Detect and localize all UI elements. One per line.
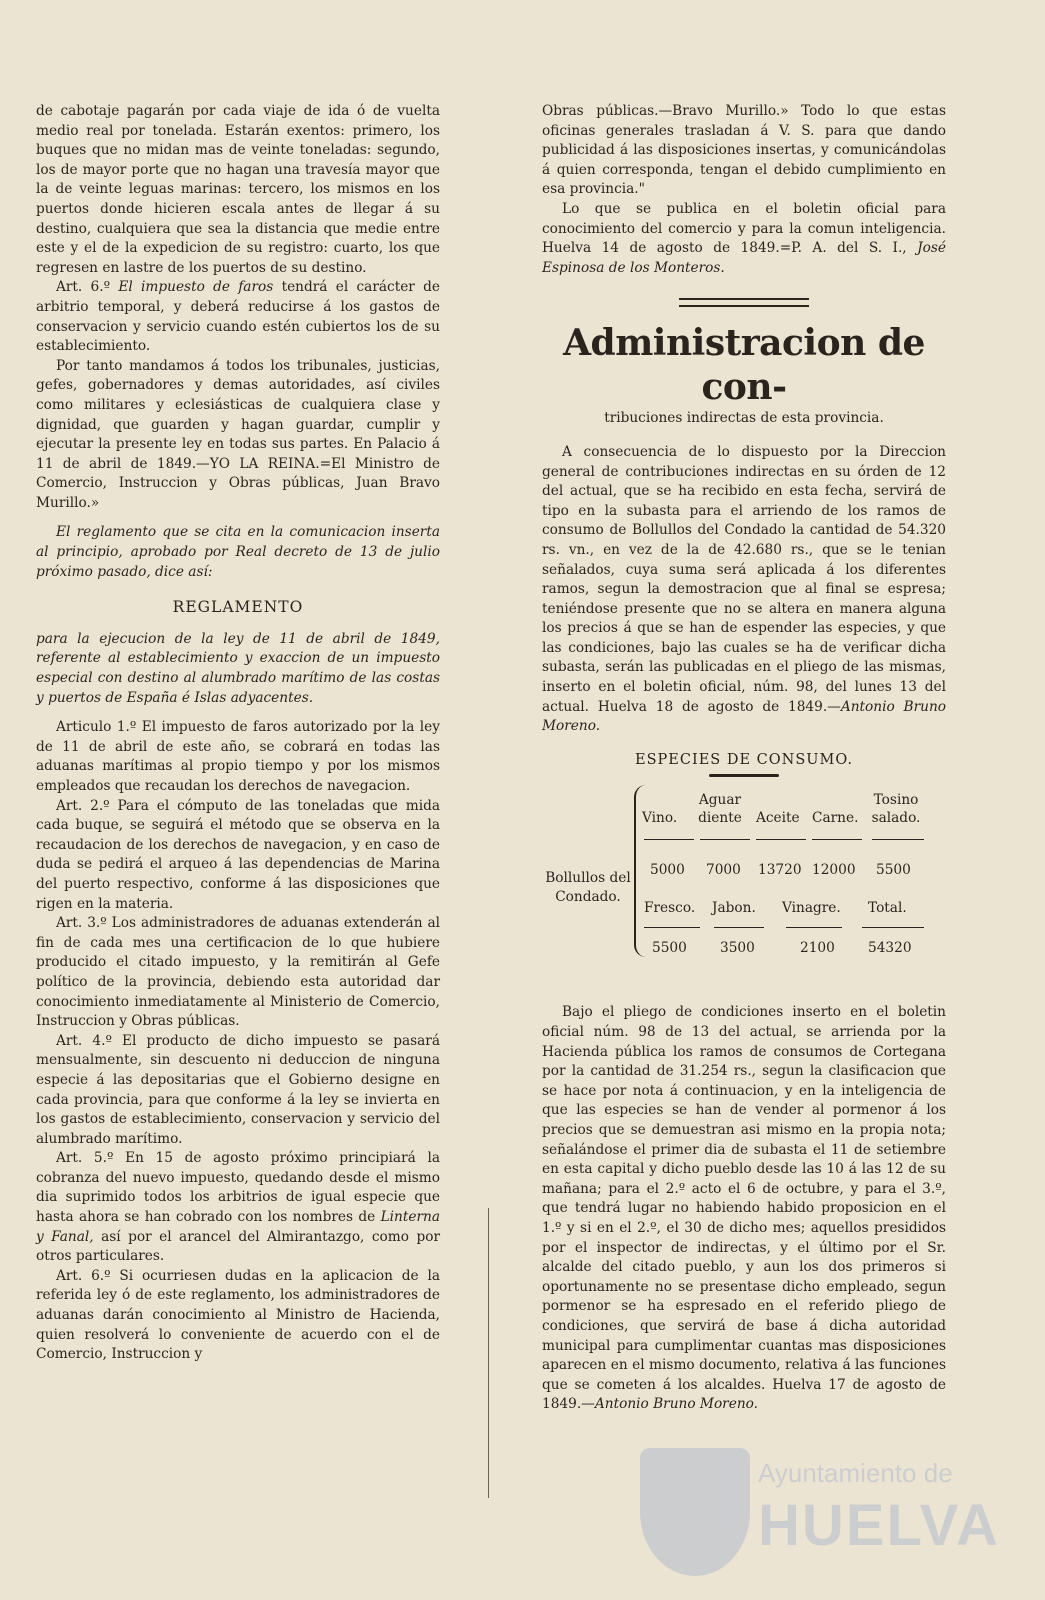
section-subtitle: tribuciones indirectas de esta provincia. bbox=[604, 410, 884, 427]
article-2: Art. 2.º Para el cómputo de las toneladas que mida cada buque, se seguirá el método que se observa en la recaudacion de los derechos de navegacion, y en caso de duda se pedirá el arqueo á las dependencias de Marina del puerto respectivo, conforme á las disposiciones que rigen en la materia. bbox=[36, 797, 440, 912]
signature: Antonio Bruno Moreno. bbox=[542, 698, 946, 735]
table-header: Fresco. bbox=[644, 900, 696, 917]
section-title: Administracion de con- bbox=[563, 322, 925, 409]
table-header: Vino. bbox=[642, 810, 678, 827]
watermark-line1: Ayuntamiento de bbox=[758, 1458, 953, 1488]
paragraph-boletin-oficial bbox=[542, 200, 946, 278]
article-5 bbox=[36, 1149, 440, 1267]
table-header: Aceite bbox=[756, 810, 800, 827]
article-4: Art. 4.º El producto de dicho impuesto se pasará mensualmente, sin descuento ni deduccion de ninguna especie á las depositarias que el Gobierno designe en cada provincia, para que conforme á la ley se invierta en los gastos de establecimiento, conservacion y servicio del alumbrado marítimo. bbox=[36, 1032, 440, 1147]
table-header: Tosino salado. bbox=[871, 792, 921, 827]
table-header: Aguar diente bbox=[698, 792, 742, 827]
reglamento-heading: REGLAMENTO bbox=[172, 598, 304, 617]
article-6-reglamento: Art. 6.º Si ocurriesen dudas en la aplicacion de la referida ley ó de este reglamento, los administradores de aduanas darán conocimiento al Ministro de Hacienda, quien resolverá lo conveniente de acuerdo con el de Comercio, Instruccion y bbox=[36, 1267, 440, 1363]
table-header: Carne. bbox=[812, 810, 859, 827]
consumption-table bbox=[542, 783, 946, 963]
table-value: 7000 bbox=[706, 862, 741, 879]
watermark-line2: HUELVA bbox=[758, 1493, 1000, 1558]
section-divider bbox=[679, 298, 809, 307]
table-rule bbox=[756, 839, 806, 841]
article-6-faros bbox=[36, 278, 440, 356]
paragraph-reglamento-intro: El reglamento que se cita en la comunicacion inserta al principio, aprobado por Real decreto de 13 de julio próximo pasado, dice así: bbox=[36, 524, 440, 580]
table-rule bbox=[812, 839, 862, 841]
table-rule bbox=[862, 927, 924, 929]
table-rule bbox=[786, 927, 842, 929]
table-value: 12000 bbox=[812, 862, 856, 879]
article-label: Art. 6.º bbox=[56, 279, 111, 296]
column-rule bbox=[488, 1208, 489, 1498]
table-header: Vinagre. bbox=[782, 900, 841, 917]
paragraph-obras-publicas: Obras públicas.—Bravo Murillo.» Todo lo que estas oficinas generales trasladan á V. S. para que dando publicidad á las disposiciones insertas, y comunicándolas á quien corresponda, tengan el debido cumplimiento en esa provincia." bbox=[542, 103, 946, 198]
table-rule bbox=[644, 839, 694, 841]
paragraph-bollullos bbox=[542, 443, 946, 737]
article-5-text: Art. 5.º En 15 de agosto próximo principiará la cobranza del nuevo impuesto, quedando desde el mismo dia suprimido todos los arbitrios de igual especie que hasta ahora se han cobrado con los nombres de bbox=[36, 1150, 440, 1226]
table-value: 3500 bbox=[720, 940, 755, 957]
article-5-text-end: así por el arancel del Almirantazgo, como por otros particulares. bbox=[36, 1228, 440, 1265]
table-rule bbox=[714, 927, 764, 929]
table-header: Total. bbox=[868, 900, 907, 917]
table-value: 5500 bbox=[876, 862, 911, 879]
paragraph-por-tanto: Por tanto mandamos á todos los tribunales, justicias, gefes, gobernadores y demas autoridades, así civiles como militares y eclesiásticas de cualquiera clase y dignidad, que guarden y hagan guardar, cumplir y ejecutar la presente ley en todas sus partes. En Palacio á 11 de abril de 1849.—YO LA REINA.=El Ministro de Comercio, Instruccion y Obras públicas, Juan Bravo Murillo.» bbox=[36, 357, 440, 511]
paragraph-text: Lo que se publica en el boletin oficial para conocimiento del comercio y para la comun inteligencia. Huelva 14 de agosto de 1849.=P. A. del S. I., bbox=[542, 200, 946, 257]
left-column bbox=[36, 102, 440, 1365]
table-value: 54320 bbox=[868, 940, 912, 957]
table-rule bbox=[872, 839, 924, 841]
table-value: 5000 bbox=[650, 862, 685, 879]
watermark-logo bbox=[640, 1448, 1000, 1578]
table-title: ESPECIES DE CONSUMO. bbox=[635, 751, 853, 768]
table-rule bbox=[644, 927, 700, 929]
table-value: 2100 bbox=[800, 940, 835, 957]
table-header: Jabon. bbox=[712, 900, 756, 917]
table-value: 5500 bbox=[652, 940, 687, 957]
coat-of-arms-icon bbox=[640, 1448, 750, 1576]
article-text: tendrá el carácter de arbitrio temporal, y deberá reducirse á los gastos de conservacion y servicio cuando estén cubiertos los de su establecimiento. bbox=[36, 279, 440, 355]
table-place: Bollullos del Condado. bbox=[545, 870, 631, 906]
table-rule bbox=[700, 839, 750, 841]
paragraph-text: A consecuencia de lo dispuesto por la Direccion general de contribuciones indirectas en su órden de 12 del actual, que se ha recibido en esta fecha, servirá de tipo en la subasta para el arriendo de los ramos de consumo de Bollullos del Condado la cantidad de 54.320 rs. vn., en vez de la de 42.680 rs., que se le tenian señalados, cuya suma será aplicada á los diferentes ramos, segun la demostracion que al final se espresa; teniéndose presente que no se altera en manera alguna los precios á que se han de espender las especies, y que las condiciones, bajo las cuales se ha de verificar dicha subasta, serán las publicadas en el pliego de las mismas, inserto en el boletin oficial, núm. 98, del lunes 13 del actual. Huelva 18 de agosto de 1849.— bbox=[542, 443, 946, 715]
paragraph-text: Bajo el pliego de condiciones inserto en el boletin oficial núm. 98 de 13 del actual, se arrienda por la Hacienda pública los ramos de consumos de Cortegana por la cantidad de 31.254 rs., segun la clasificacion que se hace por nota á continuacion, y en la inteligencia de que las especies se han de vender al pormenor á los precios que se demuestran asi mismo en la propia nota; señalándose el primer dia de subasta el 11 de setiembre en esta capital y dicho pueblo desde las 10 á las 12 de su mañana; para el 2.º acto el 6 de octubre, y para el 3.º, que tendrá lugar no habiendo habido proposicion en el 1.º y si en el 2.º, el 30 de dicho mes; aquellos presididos por el inspector de indirectas, y el último por el Sr. alcalde del citado pueblo, y aun los dos primeros si oportunamente no se presentase dicho empleado, segun pormenor se ha espresado en el referido pliego de condiciones, que servirá de base á dicha autoridad municipal para cumplimentar cuantas mas disposiciones aparecen en el mismo documento, relativa á las funciones que se cometen á los alcaldes. Huelva 17 de agosto de 1849.— bbox=[542, 1004, 946, 1413]
paragraph-cortegana bbox=[542, 1003, 946, 1414]
table-ornament bbox=[709, 774, 779, 777]
signature: José Espinosa de los Monteros. bbox=[542, 240, 946, 276]
table-value: 13720 bbox=[758, 862, 802, 879]
signature: Antonio Bruno Moreno. bbox=[594, 1396, 758, 1413]
reglamento-subtitle: para la ejecucion de la ley de 11 de abril de 1849, referente al establecimiento y exaccion de un impuesto especial con destino al alumbrado marítimo de las costas y puertos de España é Islas adyacentes. bbox=[36, 630, 440, 706]
paragraph-cabotaje: de cabotaje pagarán por cada viaje de ida ó de vuelta medio real por tonelada. Estarán exentos: primero, los buques que no midan mas de veinte toneladas: segundo, los de mayor porte que no hagan una travesía mayor que la de veinte leguas marinas: tercero, los mismos en los puertos donde hicieren escala antes de llegar á su destino, cualquiera que sea la distancia que medie entre este y el de la expedicion de su registro: cuarto, los que regresen en lastre de los puertos de su destino. bbox=[36, 103, 440, 276]
article-1: Articulo 1.º El impuesto de faros autorizado por la ley de 11 de abril de este año, se cobrará en todas las aduanas marítimas al propio tiempo y por los mismos empleados que recaudan los derechos de navegacion. bbox=[36, 719, 440, 794]
article-3: Art. 3.º Los administradores de aduanas extenderán al fin de cada mes una certificacion de lo que hubiere producido el citado impuesto, y la remitirán al Gefe político de la provincia, debiendo esta autoridad dar conocimiento inmediatamente al Ministerio de Comercio, Instruccion y Obras públicas. bbox=[36, 915, 440, 1030]
right-column bbox=[542, 102, 946, 1415]
article-5-italic: Linterna y Fanal, bbox=[36, 1209, 440, 1245]
article-italic: El impuesto de faros bbox=[118, 279, 274, 296]
